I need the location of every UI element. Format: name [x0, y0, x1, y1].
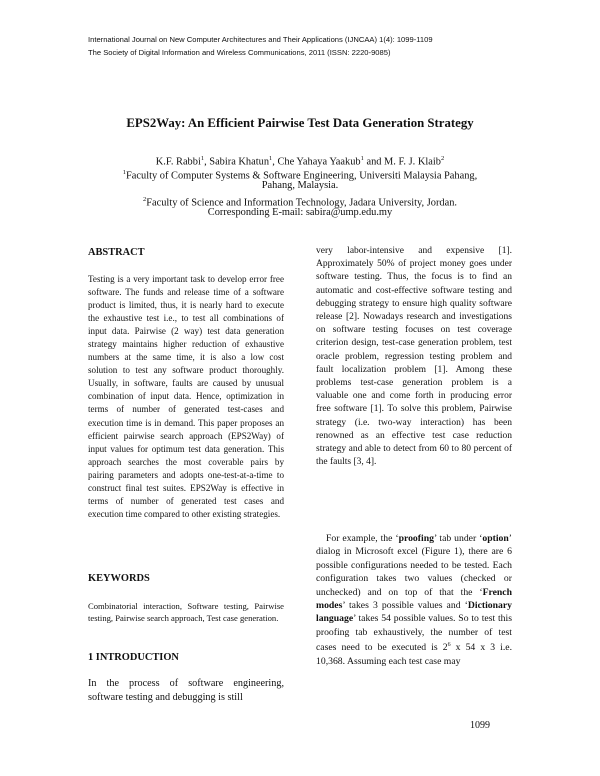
right-column-paragraph-2: For example, the ‘proofing’ tab under ‘option’ dialog in Microsoft excel (Figure 1), there are 6 possible configurations needed to be tested. Each configuration takes two values (checked or unchecked) and on top of that the ‘French modes’ takes 3 possible values and ‘Dictionary language’ takes 54 possible values. So to test this proofing tab exhaustively, the number of test cases need to be executed is $2^6$ x 54 x 3 i.e. 10,368. Assuming each test case may [316, 533, 512, 667]
affiliation-1-location: Pahang, Malaysia. [261, 180, 339, 191]
corresponding-email: Corresponding E-mail: sabira@ump.edu.my [207, 207, 393, 218]
keywords-text: Combinatorial interaction, Software testing, Pairwise testing, Pairwise search approach, Test case generation. [88, 601, 284, 623]
affiliation-1: $^1$Faculty of Computer Systems & Software Engineering, Universiti Malaysia Pahang, [122, 169, 478, 182]
affiliation-2: $^2$Faculty of Science and Information Technology, Jadara University, Jordan. [142, 196, 458, 209]
abstract-heading: ABSTRACT [88, 247, 145, 258]
page-number: 1099 [470, 720, 490, 731]
introduction-heading: 1 INTRODUCTION [88, 652, 179, 663]
society-header-line: The Society of Digital Information and Wireless Communications, 2011 (ISSN: 2220-9085) [88, 48, 391, 57]
journal-header-line: International Journal on New Computer Architectures and Their Applications (IJNCAA) 1(4): 1099-1109 [88, 35, 433, 44]
abstract-text: Testing is a very important task to develop error free software. The funds and release time of a software product is limited, thus, it is nearly hard to execute the exhaustive test i.e., to test all combinations of input data. Pairwise (2 way) test data generation strategy maintains higher reduction of exhaustive numbers at the same time, it is also a low cost solution to test any software product thoroughly. Usually, in software, faults are caused by unusual combination of input data. Hence, optimization in terms of number of generated test-cases and execution time is in demand. This paper proposes an efficient pairwise search approach (EPS2Way) of input values for optimum test data generation. This approach searches the most coverable pairs by pairing parameters and adopts one-test-at-a-time to construct final test suites. EPS2Way is effective in terms of number of generated test cases and execution time compared to other existing strategies. [88, 274, 284, 519]
author-list: K.F. Rabbi$^1$, Sabira Khatun$^1$, Che Yahaya Yaakub$^1$ and M. F. J. Klaib$^2$ [155, 155, 445, 168]
introduction-text: In the process of software engineering, software testing and debugging is still [88, 678, 284, 703]
keywords-heading: KEYWORDS [88, 573, 150, 584]
right-column-paragraph-1: very labor-intensive and expensive [1]. Approximately 50% of project money goes under software testing. Thus, the focus is to find an automatic and cost-effective software testing and debugging strategy to ensure high quality software release [2]. Nowadays research and investigations on software testing focuses on test coverage criterion design, test-case generation problem, test oracle problem, regression testing problem and fault localization problem [1]. Among these problems test-case generation problem is a valuable one and come forth in producing error free software [1]. To solve this problem, Pairwise strategy (i.e. two-way interaction) has been renowned as an effective test case reduction strategy and able to detect from 60 to 80 percent of the faults [3, 4]. [316, 246, 512, 468]
paper-title: EPS2Way: An Efficient Pairwise Test Data Generation Strategy [126, 116, 474, 130]
